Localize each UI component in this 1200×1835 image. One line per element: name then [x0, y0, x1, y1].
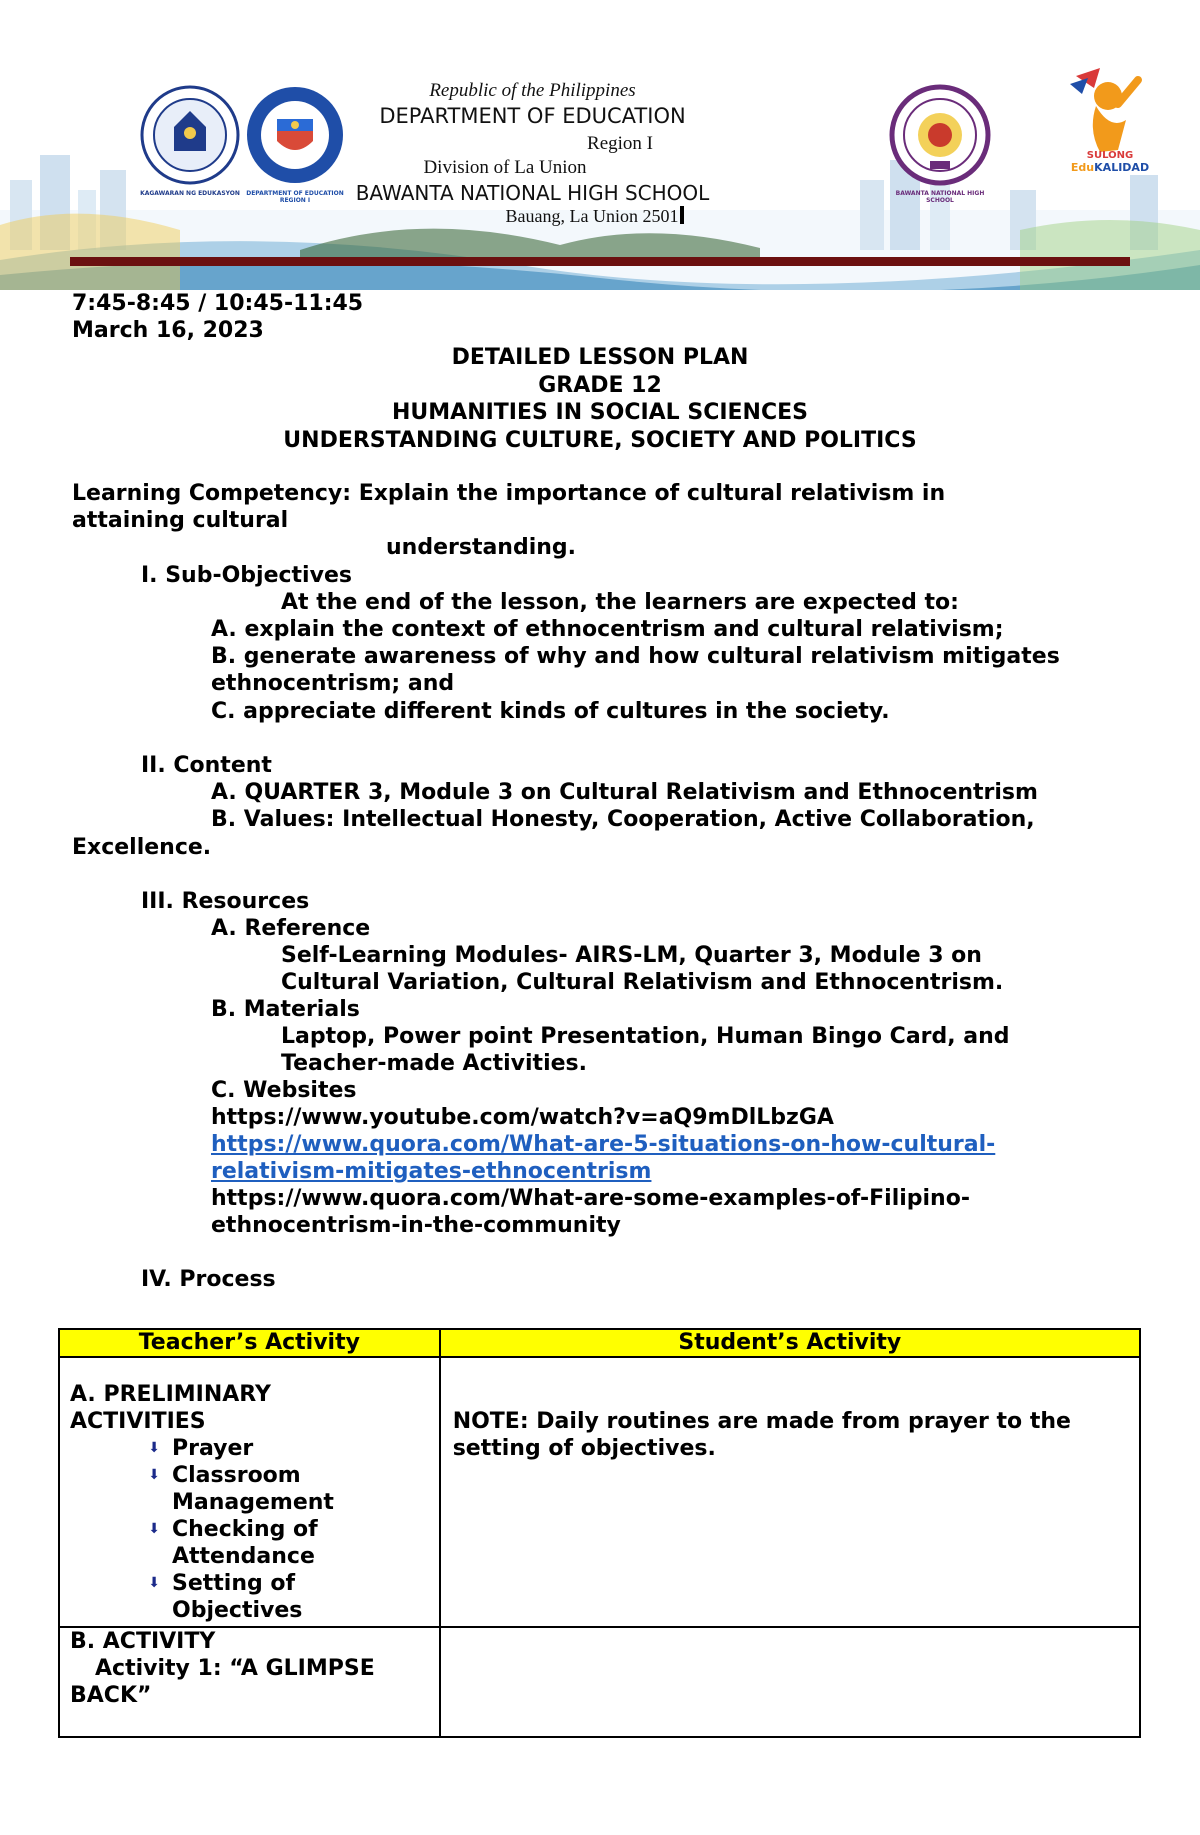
- reference-heading: A. Reference: [211, 916, 371, 941]
- preliminary-cell: [59, 1357, 440, 1627]
- competency-line1: Learning Competency: Explain the importance of cultural relativism in: [72, 481, 946, 506]
- title-line4: UNDERSTANDING CULTURE, SOCIETY AND POLITICS: [283, 428, 917, 453]
- list-item: [126, 1435, 429, 1462]
- attendance-label: Attendance: [172, 1544, 315, 1569]
- arrow-bullet-icon: ⬇︎: [148, 1440, 160, 1456]
- arrow-bullet-icon: ⬇︎: [148, 1575, 160, 1591]
- preliminary-heading-1: A. PRELIMINARY: [70, 1382, 271, 1407]
- list-item: [126, 1462, 429, 1516]
- reference-line2: Cultural Variation, Cultural Relativism and Ethnocentrism.: [281, 970, 1004, 995]
- website-url-3-line2: ethnocentrism-in-the-community: [211, 1213, 621, 1238]
- websites-heading: C. Websites: [211, 1078, 357, 1103]
- process-table: [58, 1328, 1141, 1738]
- website-url-3-line1: https://www.quora.com/What-are-some-examples-of-Filipino-: [211, 1186, 970, 1211]
- content-heading: II. Content: [141, 753, 272, 778]
- objectives-intro: At the end of the lesson, the learners are expected to:: [281, 590, 959, 615]
- materials-heading: B. Materials: [211, 997, 360, 1022]
- edukalidad-text: [1050, 162, 1170, 174]
- preliminary-heading-2: ACTIVITIES: [70, 1409, 206, 1434]
- left-region-caption: DEPARTMENT OF EDUCATION REGION I: [246, 190, 344, 204]
- reference-line1: Self-Learning Modules- AIRS-LM, Quarter 3, Module 3 on: [281, 943, 982, 968]
- kalidad-text: KALIDAD: [1094, 161, 1150, 174]
- competency-line2: attaining cultural: [72, 508, 289, 533]
- process-heading: IV. Process: [141, 1267, 276, 1292]
- resources-heading: III. Resources: [141, 889, 310, 914]
- objectives-heading: I. Sub-Objectives: [141, 563, 352, 588]
- objective-b-line2: ethnocentrism; and: [211, 671, 455, 696]
- website-url-1: https://www.youtube.com/watch?v=aQ9mDlLbzGA: [211, 1105, 834, 1130]
- arrow-bullet-icon: ⬇︎: [148, 1467, 160, 1483]
- website-link-2-line2[interactable]: relativism-mitigates-ethnocentrism: [211, 1159, 652, 1184]
- table-row: [59, 1627, 1140, 1737]
- header-region: Region I: [587, 133, 653, 154]
- materials-line2: Teacher-made Activities.: [281, 1051, 587, 1076]
- right-seal-caption: BAWANTA NATIONAL HIGH SCHOOL: [895, 190, 985, 204]
- text-cursor: [680, 206, 684, 224]
- title-line2: GRADE 12: [538, 373, 662, 398]
- activity-1-line2: BACK”: [70, 1683, 152, 1708]
- activity-heading: B. ACTIVITY: [70, 1629, 216, 1654]
- schedule-time: 7:45-8:45 / 10:45-11:45: [72, 291, 364, 316]
- note-line1: NOTE: Daily routines are made from prayer to the: [452, 1409, 1071, 1434]
- header-republic: Republic of the Philippines: [429, 80, 636, 101]
- checking-label: Checking of: [172, 1517, 318, 1542]
- content-b-line1: B. Values: Intellectual Honesty, Cooperation, Active Collaboration,: [211, 807, 1035, 832]
- header-division: Division of La Union: [423, 157, 587, 178]
- setting-label: Setting of: [172, 1571, 296, 1596]
- objective-b-line1: B. generate awareness of why and how cultural relativism mitigates: [211, 644, 1060, 669]
- prayer-label: Prayer: [172, 1436, 254, 1461]
- content-a: A. QUARTER 3, Module 3 on Cultural Relativism and Ethnocentrism: [211, 780, 1038, 805]
- list-item: [126, 1516, 429, 1570]
- header-divider: [70, 257, 1130, 266]
- note-cell: [440, 1357, 1140, 1627]
- edu-text: Edu: [1070, 161, 1095, 174]
- arrow-bullet-icon: ⬇︎: [148, 1521, 160, 1537]
- objectives-label: Objectives: [172, 1598, 303, 1623]
- header-school: BAWANTA NATIONAL HIGH SCHOOL: [355, 181, 710, 205]
- note-line2: setting of objectives.: [452, 1436, 716, 1461]
- table-header-row: [59, 1329, 1140, 1357]
- header-student-activity: Student’s Activity: [440, 1329, 1140, 1357]
- list-item: [126, 1570, 429, 1624]
- title-line3: HUMANITIES IN SOCIAL SCIENCES: [392, 400, 808, 425]
- objective-c: C. appreciate different kinds of cultures in the society.: [211, 699, 890, 724]
- website-link-2-line1[interactable]: https://www.quora.com/What-are-5-situations-on-how-cultural-: [211, 1132, 996, 1157]
- objective-a: A. explain the context of ethnocentrism and cultural relativism;: [211, 617, 1004, 642]
- table-row: [59, 1357, 1140, 1627]
- schedule-date: March 16, 2023: [72, 318, 264, 343]
- management-label: Management: [172, 1490, 334, 1515]
- title-line1: DETAILED LESSON PLAN: [451, 345, 749, 370]
- header-department: DEPARTMENT OF EDUCATION: [379, 104, 686, 128]
- activity-student-cell: [440, 1627, 1140, 1737]
- classroom-label: Classroom: [172, 1463, 301, 1488]
- sulong-text: SULONG: [1086, 150, 1134, 161]
- header-address: Bauang, La Union 2501: [505, 206, 679, 226]
- materials-line1: Laptop, Power point Presentation, Human Bingo Card, and: [281, 1024, 1010, 1049]
- activity-cell: [59, 1627, 440, 1737]
- content-b-line2: Excellence.: [72, 835, 212, 860]
- activity-1-line1: Activity 1: “A GLIMPSE: [95, 1656, 375, 1681]
- left-seal-caption: KAGAWARAN NG EDUKASYON: [140, 190, 240, 197]
- competency-line3: understanding.: [386, 535, 577, 560]
- header-address-line: [0, 206, 1190, 227]
- header-teacher-activity: Teacher’s Activity: [59, 1329, 440, 1357]
